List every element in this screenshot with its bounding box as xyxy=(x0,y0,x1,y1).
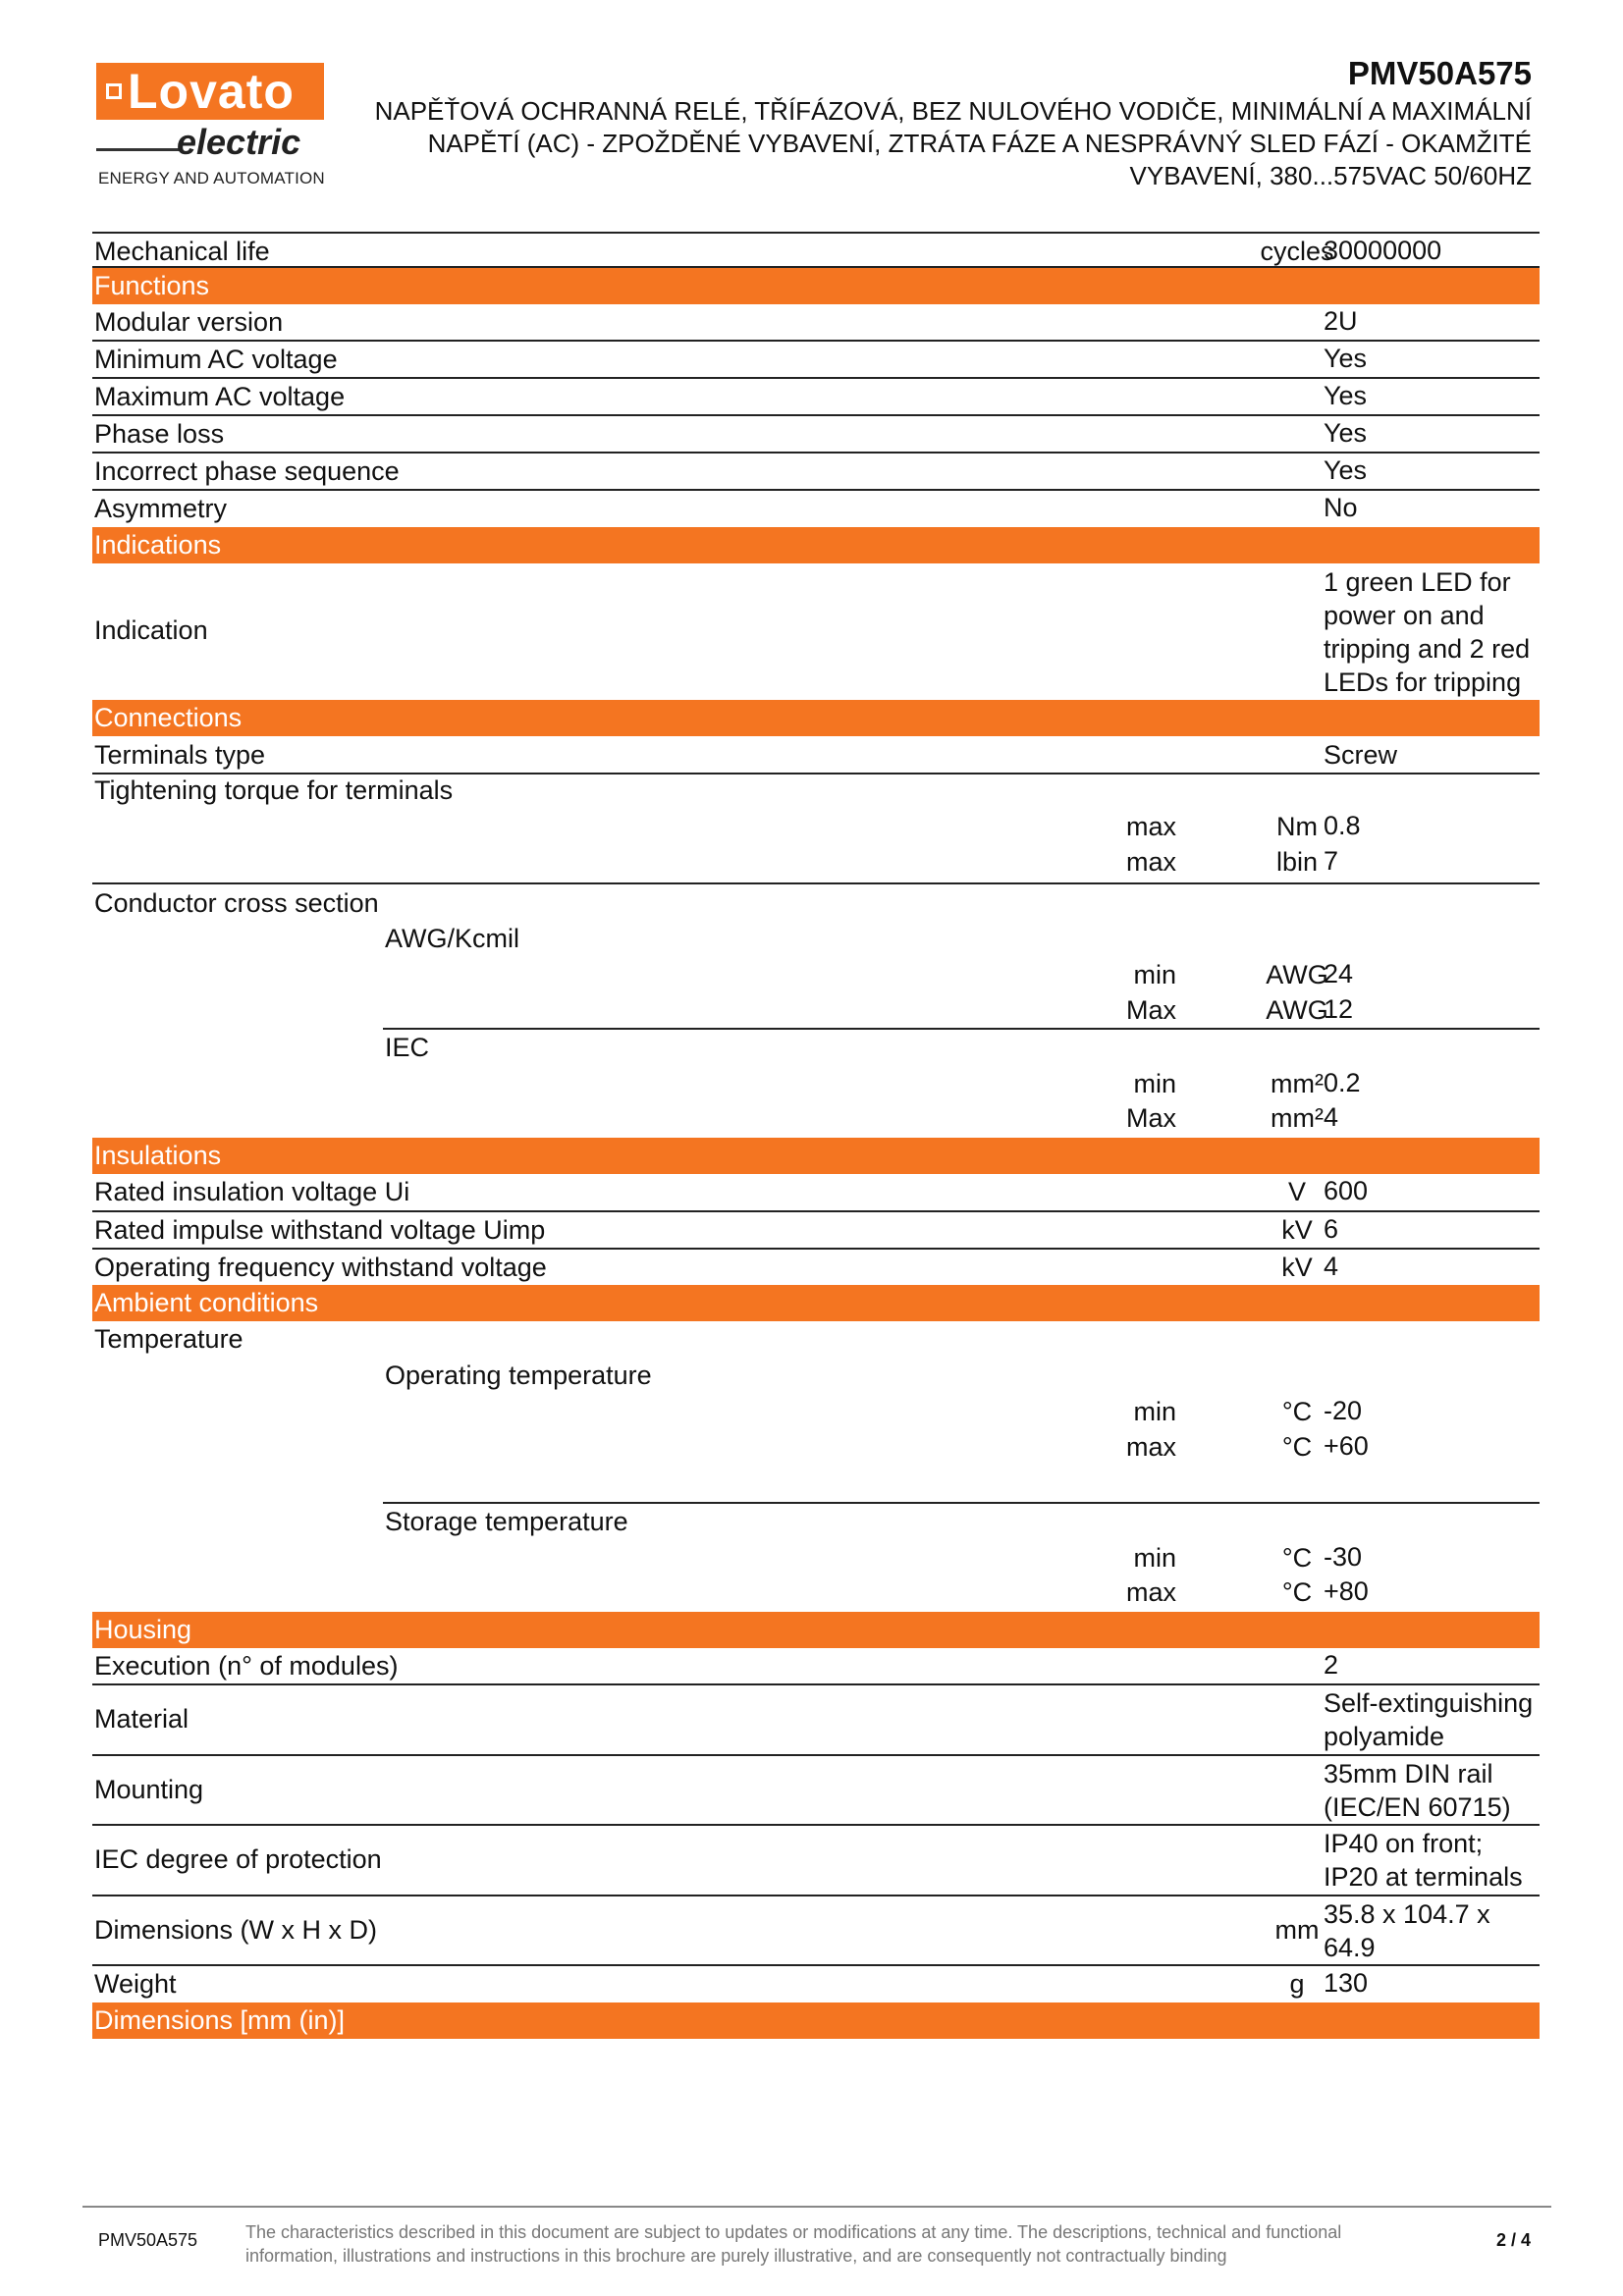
footer-code: PMV50A575 xyxy=(98,2230,198,2250)
section-functions: Functions xyxy=(92,268,1540,304)
row-label: Indication xyxy=(94,615,208,645)
row-value: 35mm DIN rail (IEC/EN 60715) xyxy=(1324,1759,1511,1822)
table-row xyxy=(92,1685,1540,1756)
table-row xyxy=(92,1966,1540,2002)
table-row xyxy=(92,1826,1540,1896)
section-housing: Housing xyxy=(92,1612,1540,1648)
table-row xyxy=(92,774,1540,884)
row-value: 2U xyxy=(1324,306,1358,336)
table-row xyxy=(92,1030,1540,1138)
table-row xyxy=(92,304,1540,342)
table-row xyxy=(92,563,1540,700)
row-unit: cycles xyxy=(1260,237,1334,266)
lovato-logo xyxy=(96,63,327,190)
logo-box xyxy=(96,63,324,120)
row-unit: °C xyxy=(1281,1432,1313,1462)
table-row xyxy=(92,1250,1540,1285)
table-row xyxy=(92,1321,1540,1504)
row-modifier: max xyxy=(1125,1432,1176,1462)
row-unit: mm² xyxy=(1271,1103,1324,1133)
row-value: 30000000 xyxy=(1324,236,1442,265)
row-modifier: Max xyxy=(1125,1103,1176,1133)
row-label: Rated insulation voltage Ui xyxy=(94,1177,410,1206)
section-dimensions: Dimensions [mm (in)] xyxy=(92,2002,1540,2039)
row-label: Weight xyxy=(94,1969,177,1999)
row-modifier: min xyxy=(1133,960,1176,989)
row-value: No xyxy=(1324,493,1358,522)
table-row xyxy=(92,1896,1540,1966)
row-unit: V xyxy=(1287,1177,1306,1206)
section-ambient: Ambient conditions xyxy=(92,1285,1540,1321)
section-insulations: Insulations xyxy=(92,1138,1540,1174)
row-value: 6 xyxy=(1324,1214,1339,1244)
row-unit: mm² xyxy=(1271,1069,1324,1098)
row-label: Maximum AC voltage xyxy=(94,382,346,411)
page-number: 2 / 4 xyxy=(1495,2230,1531,2250)
table-row xyxy=(92,884,1540,1030)
row-value: +80 xyxy=(1324,1576,1369,1606)
row-value: Yes xyxy=(1324,381,1368,410)
row-value: Self-extinguishing polyamide xyxy=(1324,1688,1534,1751)
row-value: 12 xyxy=(1324,994,1354,1024)
row-unit: kV xyxy=(1281,1253,1313,1282)
row-value: Yes xyxy=(1324,344,1368,373)
row-label: Temperature xyxy=(94,1324,243,1354)
row-label: Minimum AC voltage xyxy=(94,345,338,374)
row-label: IEC degree of protection xyxy=(94,1844,382,1874)
table-row xyxy=(92,342,1540,379)
logo-rule xyxy=(96,148,181,151)
row-value: 1 green LED for power on and tripping and 2 red LEDs for tripping xyxy=(1324,567,1531,697)
row-modifier: min xyxy=(1133,1543,1176,1573)
table-row xyxy=(92,454,1540,491)
row-value: 2 xyxy=(1324,1650,1339,1680)
logo-wordmark: Lovato xyxy=(128,64,295,119)
row-value: -20 xyxy=(1324,1396,1363,1425)
table-row xyxy=(92,1648,1540,1685)
row-unit: AWG xyxy=(1266,995,1328,1025)
row-value: 130 xyxy=(1324,1968,1369,1998)
table-row xyxy=(92,416,1540,454)
row-label: Incorrect phase sequence xyxy=(94,456,400,486)
table-row xyxy=(92,1504,1540,1612)
footer-divider xyxy=(82,2206,1551,2208)
table-row xyxy=(92,232,1540,268)
row-label: Dimensions (W x H x D) xyxy=(94,1915,378,1945)
table-row xyxy=(92,1756,1540,1826)
row-label: Terminals type xyxy=(94,740,266,770)
logo-sub: electric xyxy=(177,122,301,162)
row-label: Operating frequency withstand voltage xyxy=(94,1253,547,1282)
spec-table xyxy=(92,232,1540,2039)
row-unit: °C xyxy=(1281,1577,1313,1607)
row-modifier: max xyxy=(1125,812,1176,841)
row-value: 4 xyxy=(1324,1102,1339,1132)
table-row xyxy=(92,736,1540,774)
row-unit: °C xyxy=(1281,1543,1313,1573)
row-value: 24 xyxy=(1324,959,1354,988)
row-modifier: max xyxy=(1125,1577,1176,1607)
row-value: 35.8 x 104.7 x 64.9 xyxy=(1324,1899,1490,1962)
row-value: Screw xyxy=(1324,740,1398,770)
row-unit: °C xyxy=(1281,1397,1313,1426)
row-unit: Nm xyxy=(1276,812,1318,841)
table-row xyxy=(92,379,1540,416)
row-label: Mechanical life xyxy=(94,237,270,266)
product-description: NAPĚŤOVÁ OCHRANNÁ RELÉ, TŘÍFÁZOVÁ, BEZ NULOVÉHO VODIČE, MINIMÁLNÍ A MAXIMÁLNÍ NAPĚTÍ (AC) - ZPOŽDĚNÉ VYBAVENÍ, ZTRÁTA FÁZE A NESPRÁVNÝ SLED FÁZÍ - OKAMŽITÉ VYBAVENÍ, 380...575VAC 50/60HZ xyxy=(374,96,1532,190)
row-unit: lbin xyxy=(1275,847,1319,877)
table-row xyxy=(92,1212,1540,1250)
row-value: 4 xyxy=(1324,1252,1339,1281)
row-value: +60 xyxy=(1324,1431,1369,1461)
row-value: 7 xyxy=(1324,846,1339,876)
row-value: 600 xyxy=(1324,1176,1369,1205)
row-unit: mm xyxy=(1274,1915,1320,1945)
row-unit: kV xyxy=(1281,1215,1313,1245)
row-label: Conductor cross section xyxy=(94,888,379,918)
row-label: Rated impulse withstand voltage Uimp xyxy=(94,1215,546,1245)
row-modifier: min xyxy=(1133,1069,1176,1098)
row-sublabel: AWG/Kcmil xyxy=(385,924,519,953)
row-unit: AWG xyxy=(1266,960,1328,989)
section-indications: Indications xyxy=(92,527,1540,563)
row-modifier: Max xyxy=(1125,995,1176,1025)
row-label: Material xyxy=(94,1704,189,1734)
table-row xyxy=(92,491,1540,527)
row-value: Yes xyxy=(1324,455,1368,485)
row-value: 0.2 xyxy=(1324,1068,1361,1097)
row-label: Execution (n° of modules) xyxy=(94,1651,399,1681)
table-row xyxy=(92,1174,1540,1212)
row-value: 0.8 xyxy=(1324,811,1361,840)
row-value: -30 xyxy=(1324,1542,1363,1572)
row-sublabel: IEC xyxy=(385,1033,430,1062)
section-connections: Connections xyxy=(92,700,1540,736)
row-modifier: min xyxy=(1133,1397,1176,1426)
row-label: Mounting xyxy=(94,1775,204,1804)
row-modifier: max xyxy=(1125,847,1176,877)
row-unit: g xyxy=(1289,1969,1305,1999)
row-label: Tightening torque for terminals xyxy=(94,775,454,805)
row-value: Yes xyxy=(1324,418,1368,448)
product-code: PMV50A575 xyxy=(1347,55,1532,91)
logo-tagline: ENERGY AND AUTOMATION xyxy=(98,169,325,187)
row-value: IP40 on front; IP20 at terminals xyxy=(1324,1829,1523,1892)
row-label: Phase loss xyxy=(94,419,225,449)
row-label: Modular version xyxy=(94,307,284,337)
footer-notice: The characteristics described in this document are subject to updates or modifications at any time. The descriptions, technical and functional information, illustrations and instructions in this brochure are purely illustrative, and are consequently not contractually binding xyxy=(245,2222,1342,2266)
row-sublabel: Storage temperature xyxy=(385,1507,628,1536)
row-sublabel: Operating temperature xyxy=(385,1361,652,1390)
row-label: Asymmetry xyxy=(94,494,227,523)
logo-square-icon xyxy=(106,83,122,99)
